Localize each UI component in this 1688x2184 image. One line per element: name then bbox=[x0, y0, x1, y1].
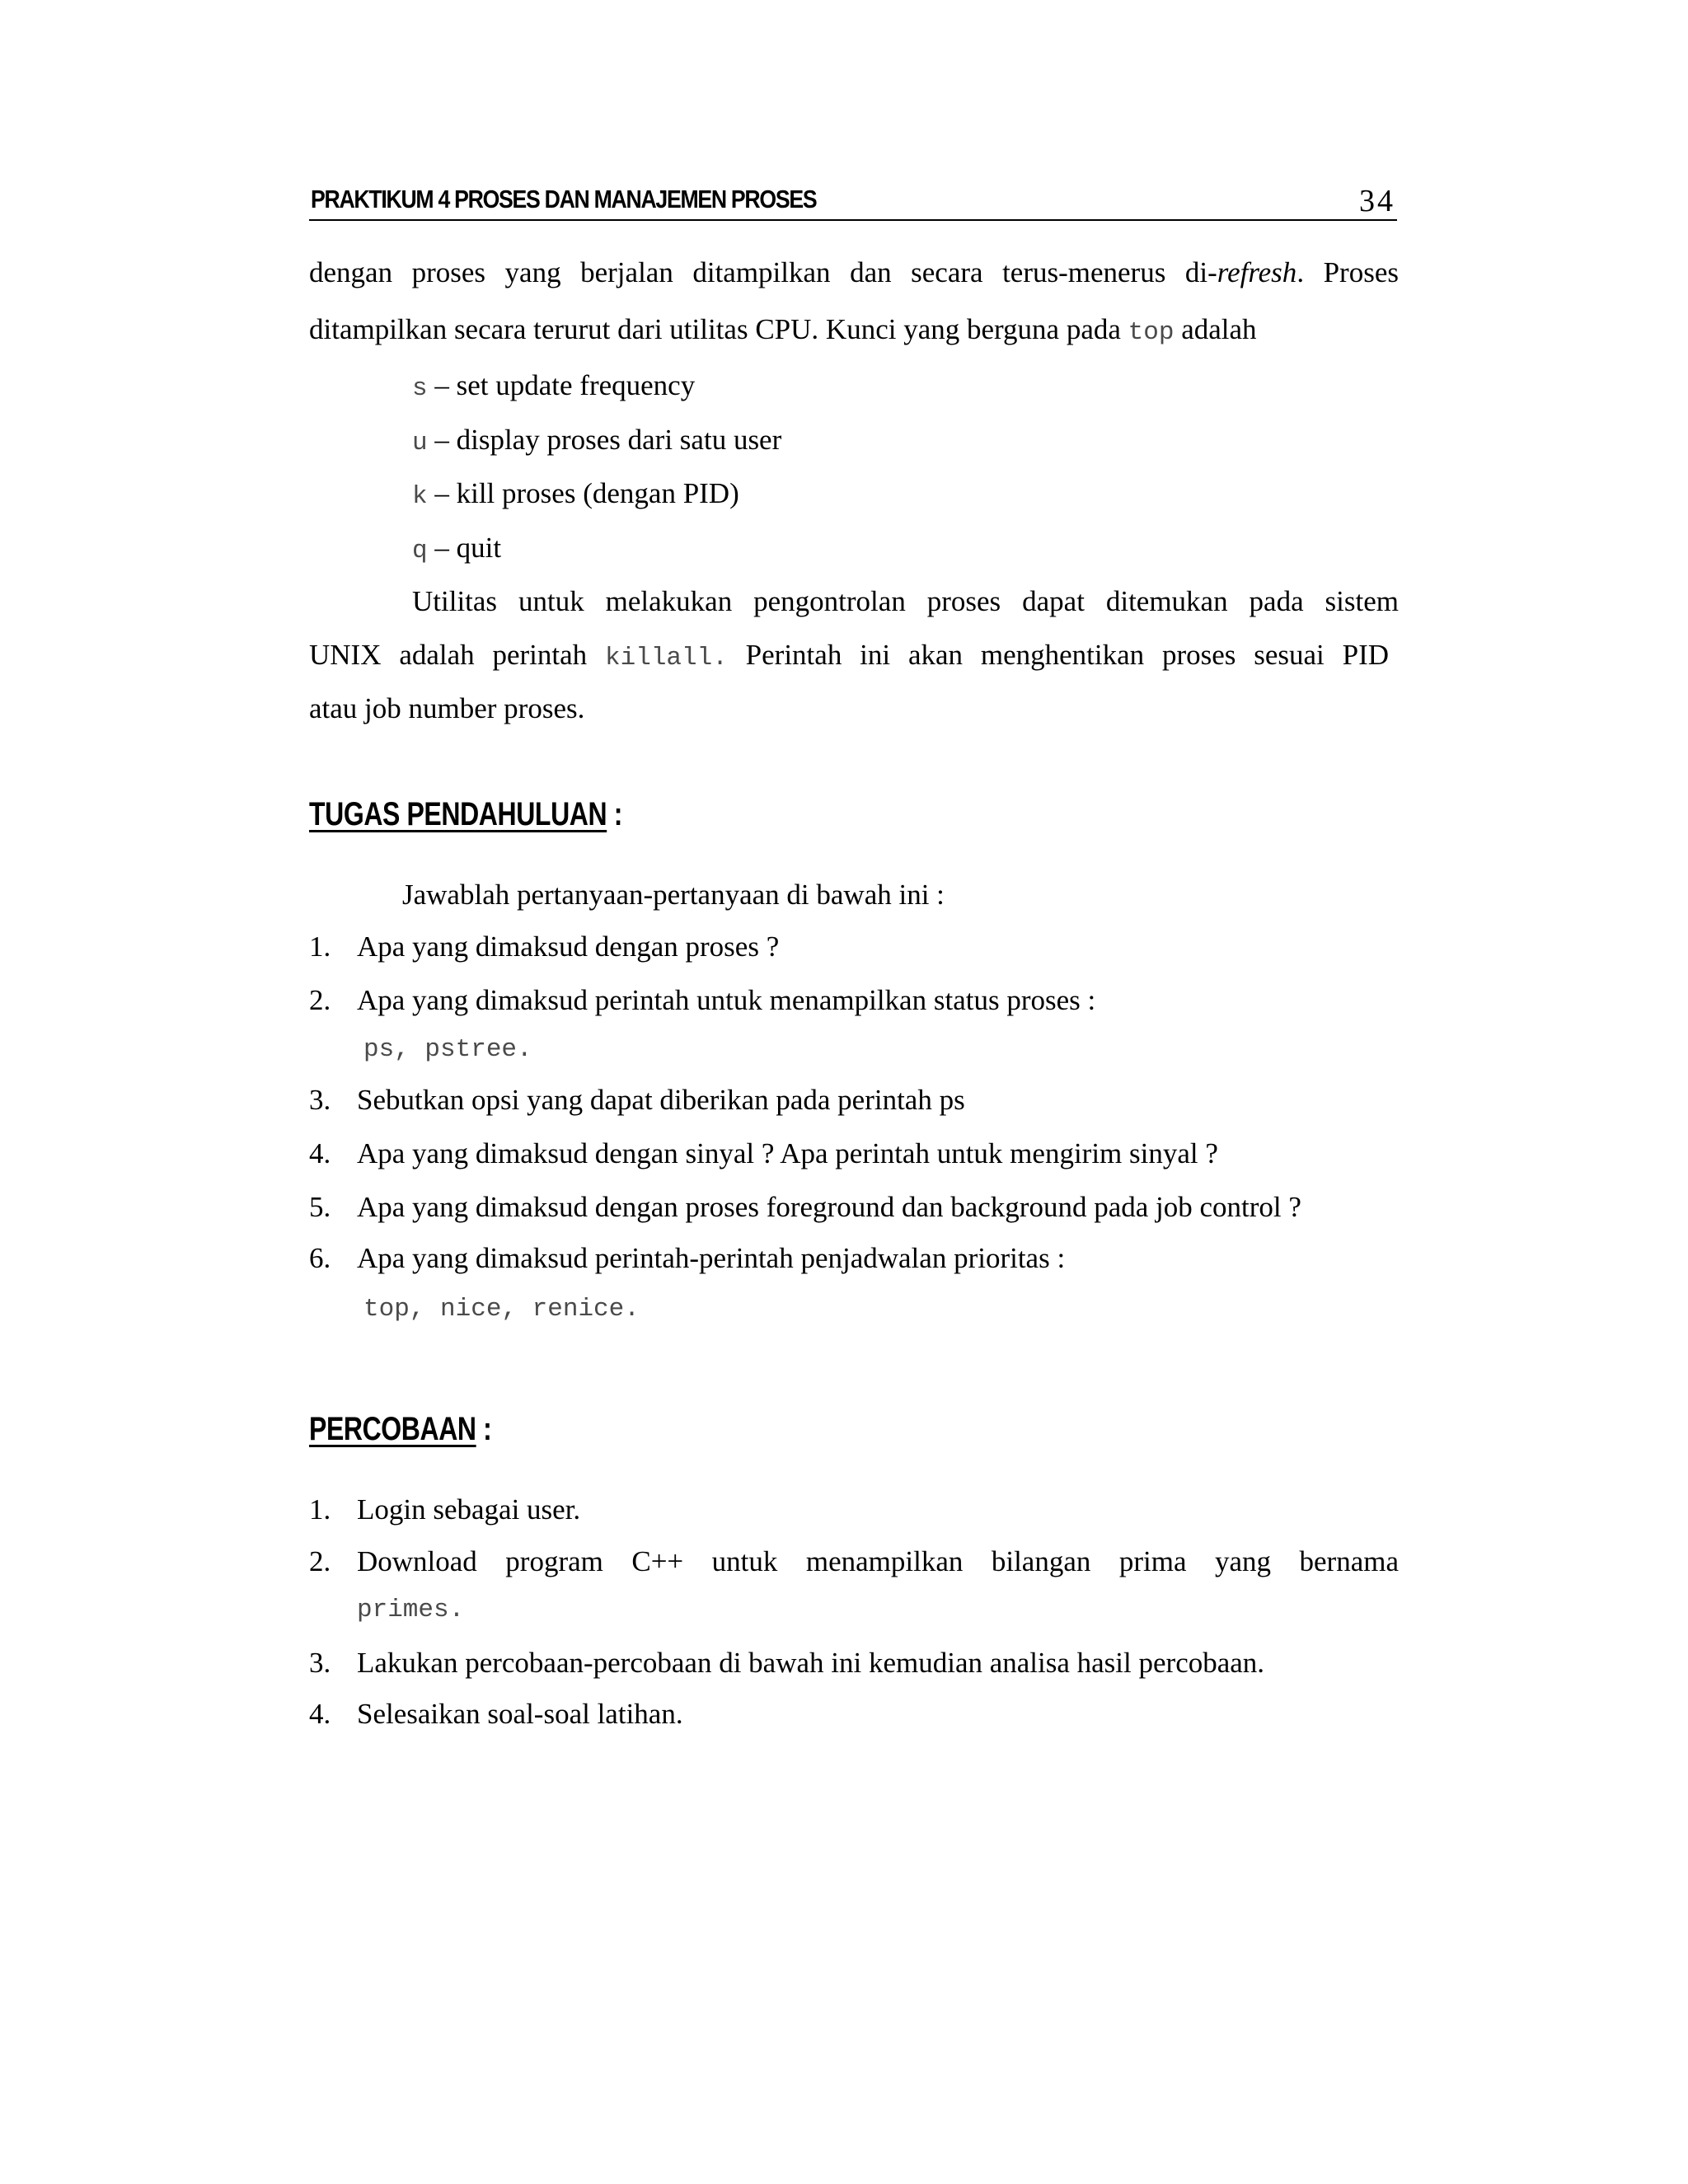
key-item: s – set update frequency bbox=[412, 369, 696, 403]
italic-term: refresh bbox=[1217, 256, 1297, 288]
list-number: 3. bbox=[309, 1647, 331, 1679]
key-code: k bbox=[412, 482, 428, 511]
section-heading-tugas: TUGAS PENDAHULUAN : bbox=[309, 796, 622, 832]
intro-line-1: dengan proses yang berjalan ditampilkan dan secara terus-menerus di-refresh. Proses bbox=[309, 256, 1399, 288]
running-header bbox=[309, 181, 1397, 221]
code-snippet: top, nice, renice. bbox=[363, 1295, 640, 1324]
list-number: 1. bbox=[309, 1493, 331, 1526]
killall-line-2: UNIX adalah perintah killall. Perintah ini akan menghentikan proses sesuai PID bbox=[309, 639, 1390, 673]
list-number: 4. bbox=[309, 1137, 331, 1169]
list-number: 5. bbox=[309, 1191, 331, 1223]
key-item: k – kill proses (dengan PID) bbox=[412, 477, 739, 511]
page-number: 34 bbox=[1359, 184, 1395, 218]
tugas-instruction: Jawablah pertanyaan-pertanyaan di bawah ini : bbox=[402, 879, 945, 911]
inline-code: killall. bbox=[605, 644, 728, 673]
list-number: 4. bbox=[309, 1698, 331, 1730]
list-number: 2. bbox=[309, 1545, 331, 1577]
key-code: s bbox=[412, 374, 428, 403]
list-item: Download program C++ untuk menampilkan bilangan prima yang bernama bbox=[357, 1545, 1399, 1577]
list-item: Apa yang dimaksud perintah untuk menampilkan status proses : bbox=[357, 984, 1096, 1016]
list-item: Login sebagai user. bbox=[357, 1493, 581, 1526]
code-snippet: ps, pstree. bbox=[363, 1035, 532, 1064]
list-item: Apa yang dimaksud perintah-perintah penjadwalan prioritas : bbox=[357, 1242, 1066, 1274]
inline-code: top bbox=[1128, 318, 1175, 347]
key-code: u bbox=[412, 429, 428, 457]
key-item: q – quit bbox=[412, 532, 502, 565]
key-item: u – display proses dari satu user bbox=[412, 424, 782, 457]
list-item: Apa yang dimaksud dengan proses foreground dan background pada job control ? bbox=[357, 1191, 1301, 1223]
list-item: Selesaikan soal-soal latihan. bbox=[357, 1698, 683, 1730]
killall-line-3: atau job number proses. bbox=[309, 692, 585, 724]
key-code: q bbox=[412, 537, 428, 565]
section-heading-percobaan: PERCOBAAN : bbox=[309, 1411, 492, 1447]
list-item: Lakukan percobaan-percobaan di bawah ini kemudian analisa hasil percobaan. bbox=[357, 1647, 1265, 1679]
list-number: 1. bbox=[309, 930, 331, 963]
list-number: 6. bbox=[309, 1242, 331, 1274]
intro-line-2: ditampilkan secara terurut dari utilitas CPU. Kunci yang berguna pada top adalah bbox=[309, 313, 1257, 347]
list-item: Sebutkan opsi yang dapat diberikan pada perintah ps bbox=[357, 1084, 965, 1116]
list-item: Apa yang dimaksud dengan sinyal ? Apa perintah untuk mengirim sinyal ? bbox=[357, 1137, 1218, 1169]
killall-line-1: Utilitas untuk melakukan pengontrolan proses dapat ditemukan pada sistem bbox=[412, 585, 1399, 617]
list-number: 3. bbox=[309, 1084, 331, 1116]
code-snippet: primes. bbox=[357, 1596, 465, 1624]
chapter-title: PRAKTIKUM 4 PROSES DAN MANAJEMEN PROSES bbox=[311, 185, 817, 213]
list-number: 2. bbox=[309, 984, 331, 1016]
list-item: Apa yang dimaksud dengan proses ? bbox=[357, 930, 780, 963]
